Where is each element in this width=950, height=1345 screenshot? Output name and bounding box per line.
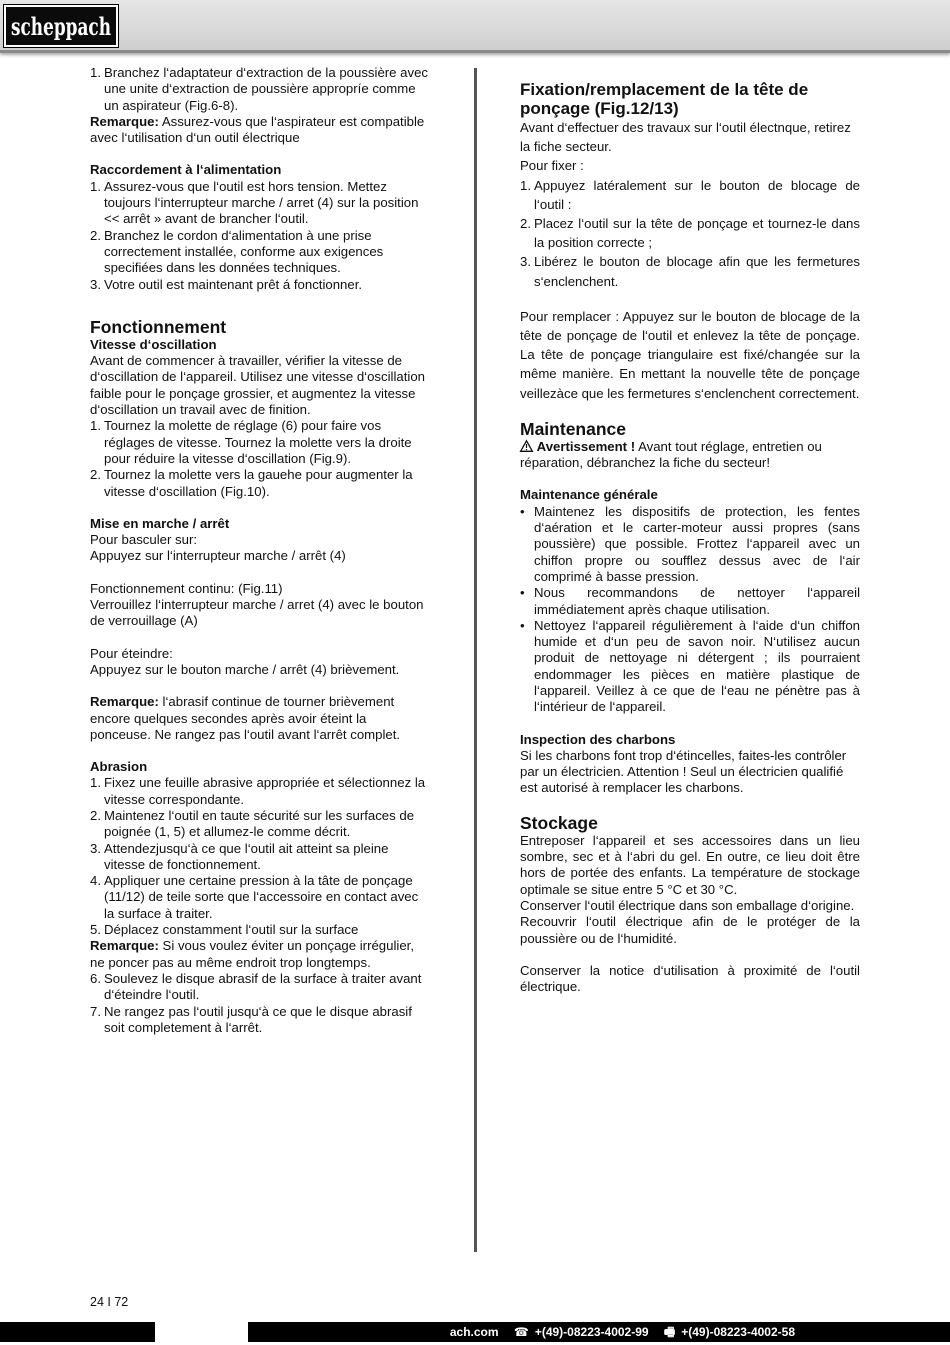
list-item: • Maintenez les dispositifs de protection, les fentes d‘aération et le carter-moteur aussi propres (sans poussière) que possible. Frottez l‘appareil avec un chiffon propre ou soufflez dessus avec de l‘air comprimé à basse pression. (520, 504, 860, 585)
speed-paragraph: Avant de commencer à travailler, vérifier la vitesse de d‘oscillation de l‘appareil. Utilisez une vitesse d‘oscillation faible pour le ponçage grossier, et augmentez la vitesse d‘oscillation un travail avec de finition. (90, 353, 425, 418)
intro-list (90, 65, 430, 114)
footer-bar-gap (155, 1322, 248, 1342)
logo-text: scheppach (11, 12, 111, 41)
logo-wordmark (7, 8, 115, 44)
general-maintenance-list (520, 504, 860, 716)
footer-website: ach.com (449, 1325, 499, 1339)
onoff-line: Appuyez sur l‘interrupteur marche / arrêt (4) (90, 548, 346, 564)
speed-heading: Vitesse d‘oscillation (90, 336, 217, 352)
storage-paragraph: Conserver l‘outil électrique dans son emballage d‘origine. (520, 897, 855, 913)
list-item: 2. Branchez le cordon d‘alimentation à une prise correctement installée, conforme aux exigences specifiées dans les données techniques. (90, 227, 384, 276)
list-item: 2. Maintenez l‘outil en taute sécurité sur les surfaces de poignée (1, 5) et allumez-le comme décrit. (90, 807, 415, 840)
abrasion-heading: Abrasion (90, 759, 148, 775)
list-item: 1. Assurez-vous que l‘outil est hors tension. Mettez toujours l‘interrupteur marche / arret (4) sur la position << arrêt » avant de brancher l‘outil. (90, 178, 419, 227)
switch-off-line: Appuyez sur le bouton marche / arrêt (4) brièvement. (90, 661, 400, 677)
onoff-line: Pour basculer sur: (90, 532, 198, 548)
page-number: 24 I 72 (90, 1295, 129, 1309)
footer-phone: +(49)-08223-4002-99 (534, 1325, 649, 1339)
storage-paragraph: Recouvrir l‘outil électrique afin de le protéger de la poussière ou de l‘humidité. (520, 914, 860, 946)
fixation-intro: Avant d‘effectuer des travaux sur l‘outil électnque, retirez la fiche secteur. (520, 120, 851, 155)
operation-heading: Fonctionnement (90, 316, 227, 337)
fixation-heading: Fixation/remplacement de la tête de ponçage (Fig.12/13) (520, 80, 809, 118)
continuous-line: Verrouillez l‘interrupteur marche / arret (4) avec le bouton de verrouillage (A) (90, 597, 424, 629)
list-item: • Nous recommandons de nettoyer l‘appareil immédiatement après chaque utilisation. (520, 585, 860, 618)
list-item: 2. Placez l‘outil sur la tête de ponçage et tournez-le dans la position correcte ; (520, 216, 860, 251)
power-heading: Raccordement à l‘alimentation (90, 162, 282, 178)
page-header (0, 0, 950, 53)
speed-list (90, 418, 430, 499)
warning-paragraph: Avertissement ! Avant tout réglage, entretien ou réparation, débranchez la fiche du secteur! (520, 438, 822, 471)
onoff-heading: Mise en marche / arrêt (90, 515, 230, 531)
fixation-list (520, 176, 860, 291)
list-item: 1. Appuyez latéralement sur le bouton de blocage de l‘outil : (520, 177, 860, 212)
general-maintenance-heading: Maintenance générale (520, 487, 658, 503)
scheppach-logo (4, 5, 118, 47)
remark-paragraph: Remarque: l‘abrasif continue de tourner brièvement encore quelques secondes après avoir éteint la ponceuse. Ne rangez pas l‘outil avant l‘arrêt complet. (90, 694, 401, 742)
maintenance-heading: Maintenance (520, 418, 626, 439)
footer-fax: +(49)-08223-4002-58 (681, 1325, 795, 1339)
list-item: 6. Soulevez le disque abrasif de la surface à traiter avant d‘éteindre l‘outil. (90, 970, 422, 1003)
list-item: 3. Attendezjusqu‘à ce que l‘outil ait atteint sa pleine vitesse de fonctionnement. (90, 840, 389, 872)
carbon-paragraph: Si les charbons font trop d‘étincelles, faites-les contrôler par un électricien. Attention ! Seul un électricien qualifié est autorisé à remplacer les charbons. (520, 747, 847, 796)
column-divider (474, 68, 477, 1252)
list-item: 3. Libérez le bouton de blocage afin que les fermetures s‘enclenchent. (520, 254, 860, 289)
list-item: 5. Déplacez constamment l‘outil sur la surface (90, 922, 359, 938)
right-column (520, 80, 860, 995)
replace-paragraph: Pour remplacer : Appuyez sur le bouton de blocage de la tête de ponçage de l‘outil et enlevez la tête de ponçage. La tête de ponçage triangulaire est fixé/changée sur la même manière. En mettant la nouvelle tête de ponçage veillezàce que les fermetures s‘enclenchent correctement. (520, 308, 860, 401)
list-item: 3. Votre outil est maintenant prêt á fonctionner. (90, 276, 363, 292)
switch-off-line: Pour éteindre: (90, 645, 173, 661)
abrasion-list (90, 775, 430, 938)
list-item: 1. Tournez la molette de réglage (6) pour faire vos réglages de vitesse. Tournez la molette vers la droite pour réduire la vitesse d‘oscillation (Fig.9). (90, 418, 412, 466)
fax-icon: 🖷 (663, 1325, 676, 1339)
left-column (90, 65, 430, 1036)
remark-paragraph: Remarque: Assurez-vous que l‘aspirateur est compatible avec l‘utilisation d‘un outil électrique (90, 113, 425, 146)
footer-contact (444, 1322, 795, 1342)
list-item: 1. Fixez une feuille abrasive appropriée et sélectionnez la vitesse correspondante. (90, 775, 426, 807)
list-item: 1. Branchez l‘adaptateur d‘extraction de la poussière avec une unite d‘extraction de poussière appropríe comme un aspirateur (Fig.6-8). (90, 65, 429, 113)
list-item: 7. Ne rangez pas l‘outil jusqu‘à ce que le disque abrasif soit completement à l‘arrêt. (90, 1003, 412, 1035)
phone-icon: ☎ (513, 1325, 529, 1339)
storage-heading: Stockage (520, 812, 598, 833)
list-item: 4. Appliquer une certaine pression à la tâte de ponçage (11/12) de teile sorte que l‘accessoire en contact avec la surface à traiter. (90, 873, 419, 921)
continuous-line: Fonctionnement continu: (Fig.11) (90, 580, 283, 596)
remark-paragraph: Remarque: Si vous voulez éviter un ponçage irrégulier, ne poncer pas au même endroit trop longtemps. (90, 938, 414, 970)
abrasion-list-continued (90, 971, 430, 1036)
fixation-label: Pour fixer : (520, 158, 584, 174)
storage-paragraph: Conserver la notice d‘utilisation à proximité de l‘outil électrique. (520, 962, 860, 995)
storage-paragraph: Entreposer l‘appareil et ses accessoires dans un lieu sombre, sec et à l‘abri du gel. En outre, ce lieu doit être hors de portée des enfants. La température de stockage optimale se situe entre 5 °C et 30 °C. (520, 832, 860, 897)
power-list (90, 179, 430, 293)
list-item: • Nettoyez l‘appareil régulièrement à l‘aide d‘un chiffon humide et d‘un peu de savon noir. N‘utilisez aucun produit de nettoyage ni détergent ; ils pourraient endommager les pièces en matière plastique de l‘appareil. Veillez à ce que de l‘eau ne pénètre pas à l‘intérieur de l‘appareil. (520, 618, 860, 716)
warning-triangle-icon (520, 439, 537, 454)
list-item: 2. Tournez la molette vers la gauehe pour augmenter la vitesse d‘oscillation (Fig.10). (90, 467, 413, 499)
carbon-heading: Inspection des charbons (520, 731, 676, 747)
